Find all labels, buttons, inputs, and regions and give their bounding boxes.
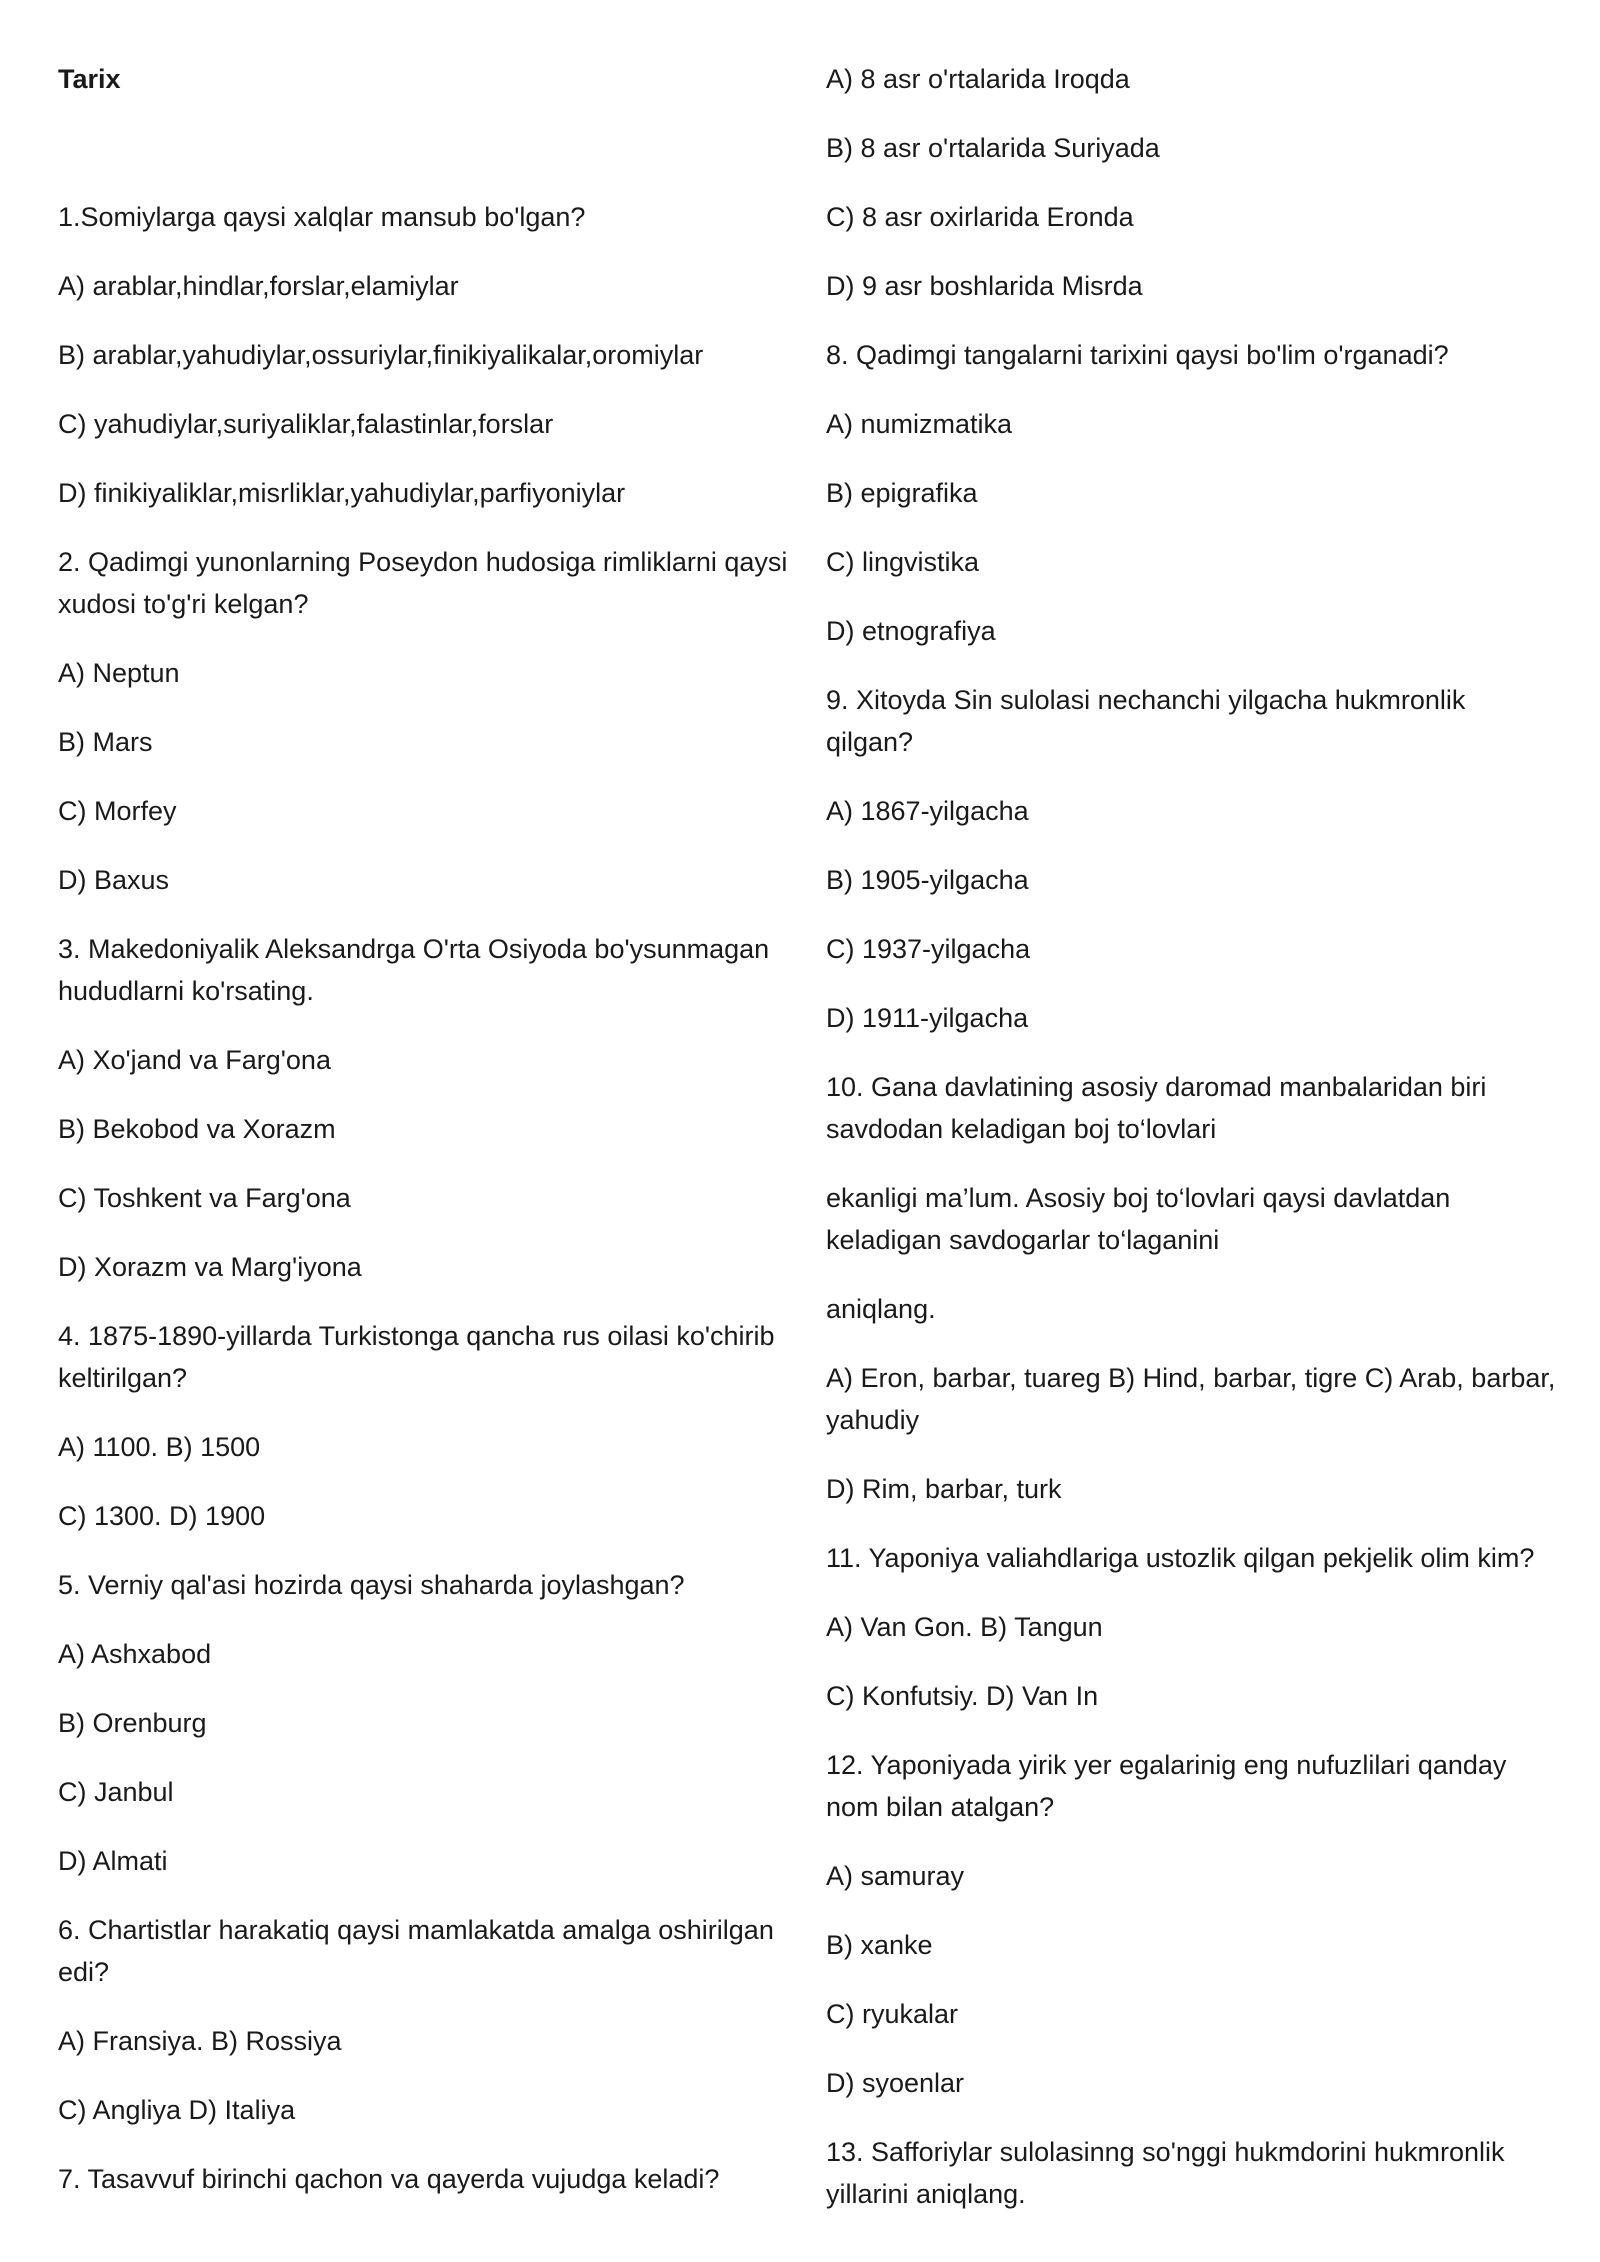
answer-option: A) Neptun: [58, 658, 180, 688]
answer-option: C) Konfutsiy. D) Van In: [826, 1681, 1099, 1711]
answer-option: C) ryukalar: [826, 1999, 959, 2029]
answer-option: C) 1937-yilgacha: [826, 934, 1031, 964]
question-2: 2. Qadimgi yunonlarning Poseydon hudosiga rimliklarni qaysi xudosi to'g'ri kelgan?: [58, 547, 788, 619]
answer-option: C) Janbul: [58, 1777, 174, 1807]
right-column: [826, 58, 1556, 2242]
answer-option: B) Mars: [58, 727, 153, 757]
question-13: 13. Safforiylar sulolasinng so'nggi hukmdorini hukmronlik yillarini aniqlang.: [826, 2137, 1505, 2209]
document-title: Tarix: [58, 64, 121, 94]
answer-option: D) Almati: [58, 1846, 168, 1876]
question-10-continued: aniqlang.: [826, 1294, 936, 1324]
left-column: [58, 58, 788, 2227]
answer-option: D) finikiyaliklar,misrliklar,yahudiylar,parfiyoniylar: [58, 478, 626, 508]
answer-option: A) Xo'jand va Farg'ona: [58, 1045, 331, 1075]
answer-option: D) syoenlar: [826, 2068, 965, 2098]
answer-option: C) yahudiylar,suriyaliklar,falastinlar,forslar: [58, 409, 554, 439]
question-10: 10. Gana davlatining asosiy daromad manbalaridan biri savdodan keladigan boj to‘lovlari: [826, 1072, 1487, 1144]
answer-option: C) Morfey: [58, 796, 177, 826]
answer-option: A) Van Gon. B) Tangun: [826, 1612, 1103, 1642]
question-5: 5. Verniy qal'asi hozirda qaysi shaharda joylashgan?: [58, 1570, 685, 1600]
answer-option: A) numizmatika: [826, 409, 1013, 439]
question-11: 11. Yaponiya valiahdlariga ustozlik qilgan pekjelik olim kim?: [826, 1543, 1535, 1573]
answer-option: D) 9 asr boshlarida Misrda: [826, 271, 1143, 301]
answer-option: B) xanke: [826, 1930, 933, 1960]
answer-option: B) 1905-yilgacha: [826, 865, 1029, 895]
answer-option: A) Ashxabod: [58, 1639, 212, 1669]
answer-option: C) Toshkent va Farg'ona: [58, 1183, 351, 1213]
answer-option: A) Fransiya. B) Rossiya: [58, 2026, 342, 2056]
answer-option: C) 8 asr oxirlarida Eronda: [826, 202, 1134, 232]
question-8: 8. Qadimgi tangalarni tarixini qaysi bo'lim o'rganadi?: [826, 340, 1449, 370]
answer-option: A) Eron, barbar, tuareg B) Hind, barbar, tigre C) Arab, barbar, yahudiy: [826, 1363, 1556, 1435]
answer-option: D) Baxus: [58, 865, 170, 895]
answer-option: B) epigrafika: [826, 478, 978, 508]
answer-option: D) Xorazm va Marg'iyona: [58, 1252, 362, 1282]
answer-option: A) arablar,hindlar,forslar,elamiylar: [58, 271, 459, 301]
answer-option: C) lingvistika: [826, 547, 980, 577]
answer-option: A) 1867-yilgacha: [826, 796, 1029, 826]
answer-option: A) 8 asr o'rtalarida Iroqda: [826, 64, 1130, 94]
answer-option: B) arablar,yahudiylar,ossuriylar,finikiyalikalar,oromiylar: [58, 340, 704, 370]
question-6: 6. Chartistlar harakatiq qaysi mamlakatda amalga oshirilgan edi?: [58, 1915, 774, 1987]
question-3: 3. Makedoniyalik Aleksandrga O'rta Osiyoda bo'ysunmagan hududlarni ko'rsating.: [58, 934, 770, 1006]
answer-option: A) samuray: [826, 1861, 965, 1891]
answer-option: B) 8 asr o'rtalarida Suriyada: [826, 133, 1160, 163]
question-1: 1.Somiylarga qaysi xalqlar mansub bo'lgan?: [58, 202, 586, 232]
answer-option: A) 1100. B) 1500: [58, 1432, 261, 1462]
question-12: 12. Yaponiyada yirik yer egalarinig eng nufuzlilari qanday nom bilan atalgan?: [826, 1750, 1507, 1822]
question-7: 7. Tasavvuf birinchi qachon va qayerda vujudga keladi?: [58, 2164, 720, 2194]
question-4: 4. 1875-1890-yillarda Turkistonga qancha rus oilasi ko'chirib keltirilgan?: [58, 1321, 775, 1393]
answer-option: C) 1300. D) 1900: [58, 1501, 266, 1531]
answer-option: D) 1911-yilgacha: [826, 1003, 1029, 1033]
answer-option: B) Bekobod va Xorazm: [58, 1114, 336, 1144]
answer-option: D) Rim, barbar, turk: [826, 1474, 1062, 1504]
answer-option: C) Angliya D) Italiya: [58, 2095, 296, 2125]
question-10-continued: ekanligi ma’lum. Asosiy boj to‘lovlari qaysi davlatdan keladigan savdogarlar to‘laganini: [826, 1183, 1451, 1255]
answer-option: B) Orenburg: [58, 1708, 207, 1738]
answer-option: D) etnografiya: [826, 616, 996, 646]
question-9: 9. Xitoyda Sin sulolasi nechanchi yilgacha hukmronlik qilgan?: [826, 685, 1466, 757]
